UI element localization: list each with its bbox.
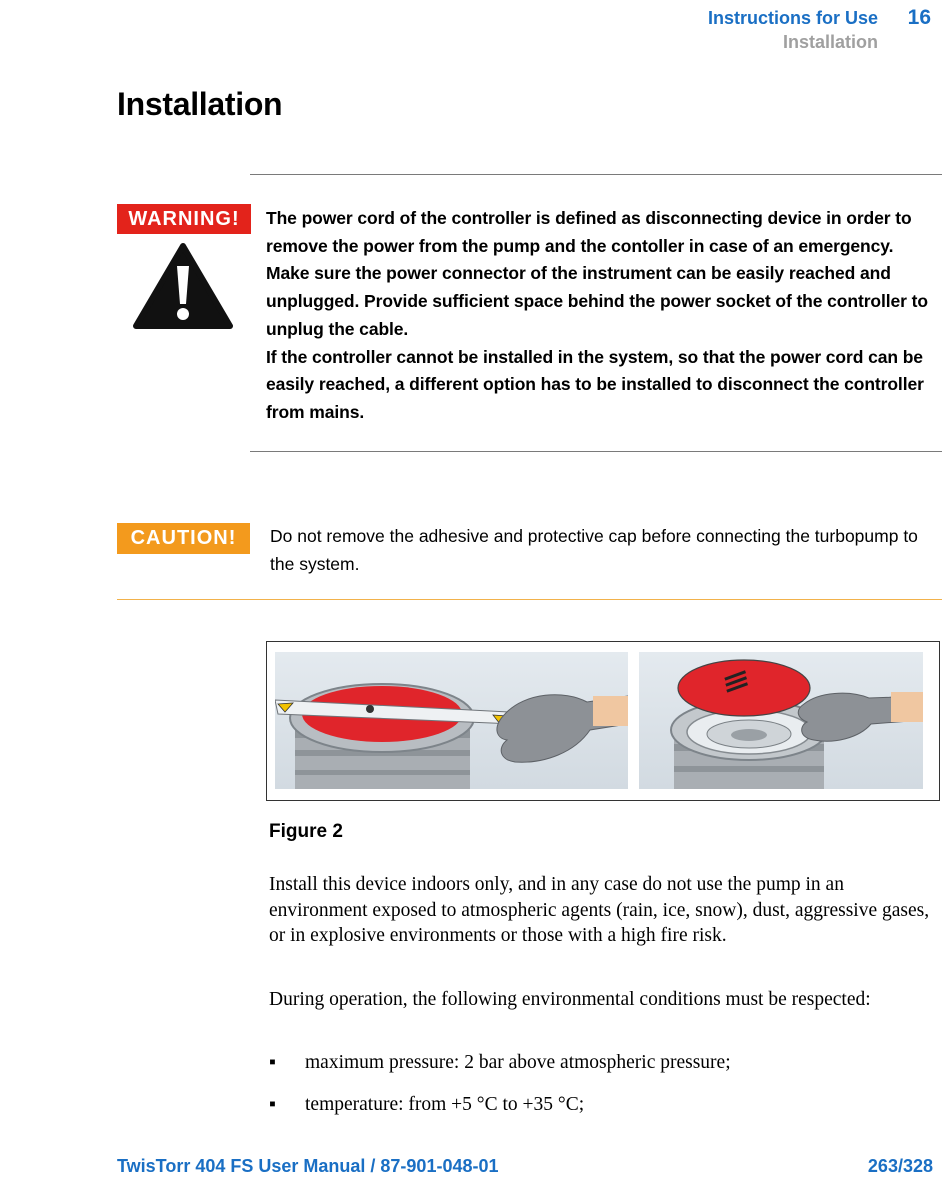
warning-triangle-icon bbox=[133, 242, 233, 330]
list-item-text: maximum pressure: 2 bar above atmospheric pressure; bbox=[305, 1052, 731, 1073]
caution-text: Do not remove the adhesive and protective cap before connecting the turbopump to the system. bbox=[270, 526, 918, 574]
footer-page-count: 263/328 bbox=[867, 1156, 933, 1176]
bullet-icon: ▪ bbox=[269, 1052, 276, 1073]
caution-divider bbox=[117, 599, 942, 600]
figure-image-remove-adhesive bbox=[275, 652, 628, 789]
figure-image-remove-cap bbox=[639, 652, 923, 789]
warning-paragraph-1: The power cord of the controller is defined as disconnecting device in order to remove the power from the pump and the contoller in case of an emergency. Make sure the power connector of the instrument can be easily reached and unplugged. Provide sufficient space behind the power socket of the controller to unplug the cable. bbox=[266, 208, 928, 339]
footer-manual-title: TwisTorr 404 FS User Manual / 87-901-048-01 bbox=[117, 1156, 499, 1176]
warning-paragraph-2: If the controller cannot be installed in the system, so that the power cord can be easily reached, a different option has to be installed to disconnect the controller from mains. bbox=[266, 346, 924, 422]
body-paragraph-conditions: During operation, the following environmental conditions must be respected: bbox=[269, 989, 871, 1010]
figure-caption: Figure 2 bbox=[269, 821, 343, 842]
warning-badge: WARNING! bbox=[117, 204, 251, 234]
list-item-text: temperature: from +5 °C to +35 °C; bbox=[305, 1094, 585, 1115]
warning-text bbox=[266, 205, 936, 427]
header-page-number: 16 bbox=[907, 6, 931, 29]
warning-bottom-divider bbox=[250, 451, 942, 452]
figure-frame bbox=[266, 641, 940, 801]
bullet-icon: ▪ bbox=[269, 1094, 276, 1115]
caution-badge: CAUTION! bbox=[117, 523, 250, 554]
body-paragraph-indoors: Install this device indoors only, and in any case do not use the pump in an environment exposed to atmospheric agents (rain, ice, snow), dust, aggressive gases, or in explosive environments or those with a high fire risk. bbox=[269, 874, 930, 946]
header-section: Installation bbox=[782, 32, 878, 52]
header-title: Instructions for Use bbox=[707, 8, 878, 28]
page-title: Installation bbox=[117, 86, 283, 122]
warning-top-divider bbox=[250, 174, 942, 175]
